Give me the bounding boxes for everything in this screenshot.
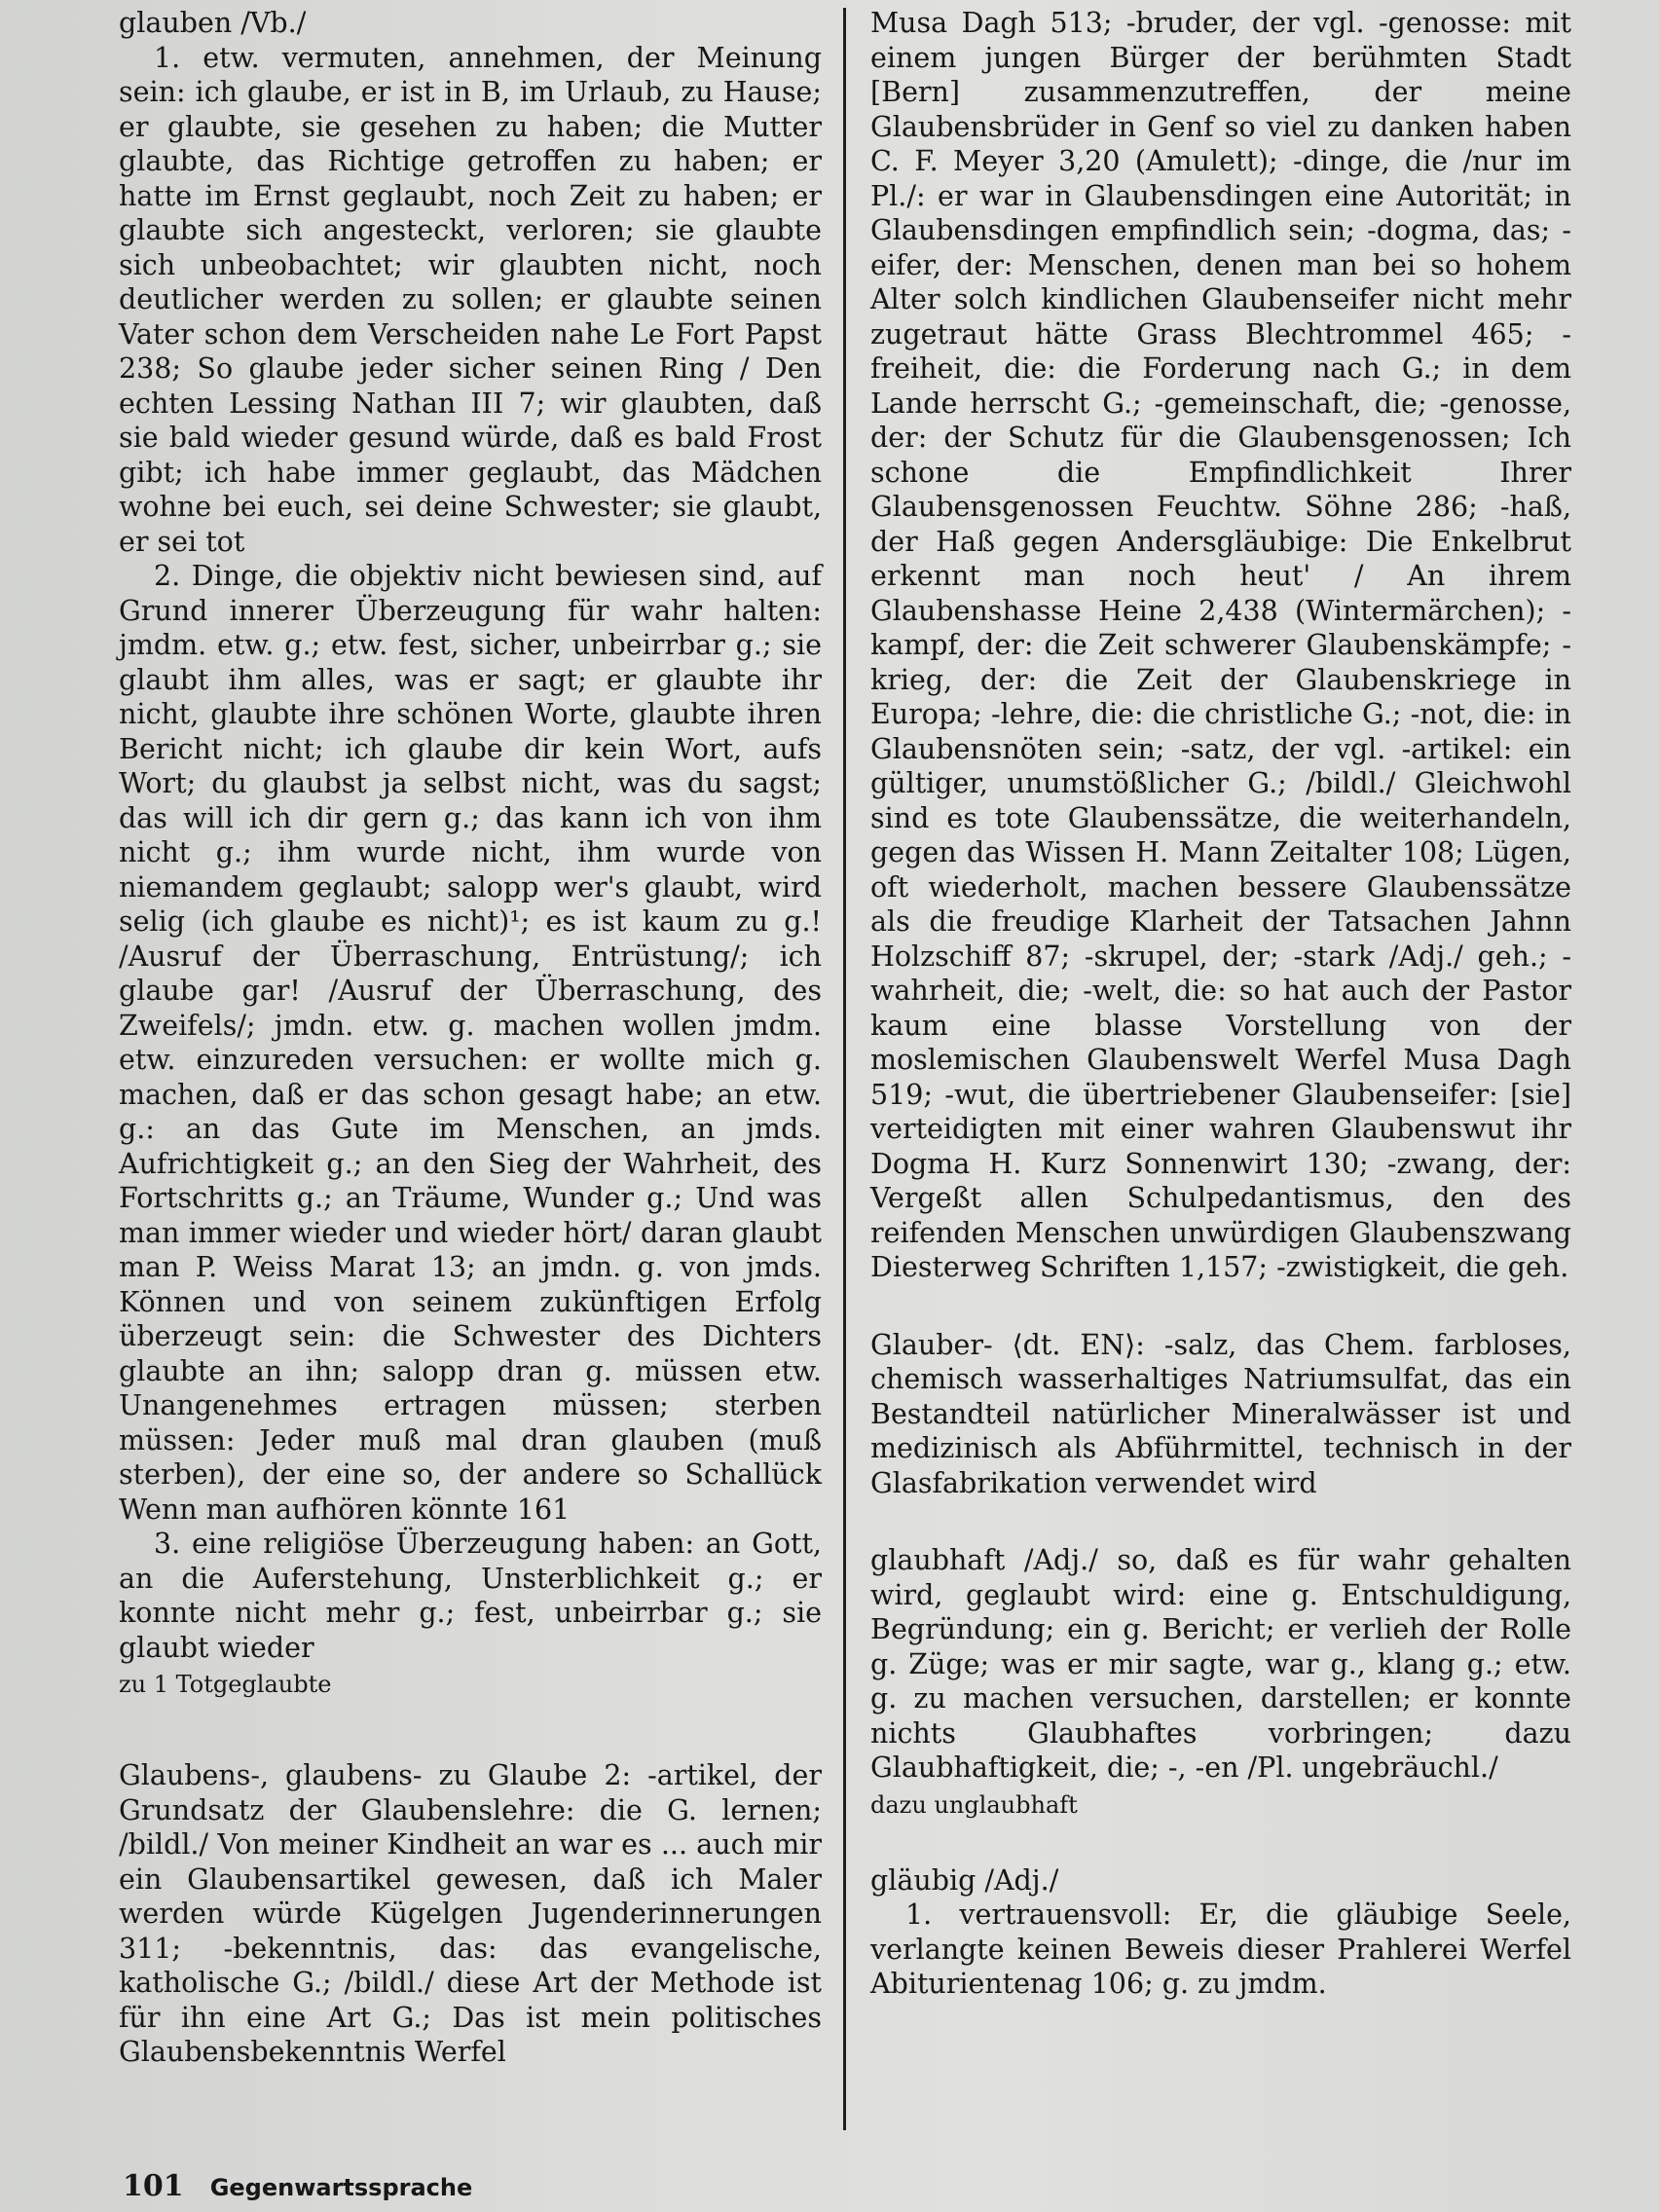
entry-glaeubig-sense-1: 1. vertrauensvoll: Er, die gläubige Seele, verlangte keinen Beweis dieser Prahlerei Werfel Abiturientenag 106; g. zu jmdm. [870,1899,1571,2000]
entry-glaubens-compounds-continued: Musa Dagh 513; -bruder, der vgl. -genosse: mit einem jungen Bürger der berühmten Stadt [Bern] zusammenzutreffen, der meine Glaubensbrüder in Genf so viel zu danken haben C. F. Meyer 3,20 (Amulett); -dinge, die /nur im Pl./: er war in Glaubensdingen eine Autorität; in Glaubensdingen empfindlich sein; -dogma, das; -eifer, der: Menschen, denen man bei so hohem Alter solch kindlichen Glaubenseifer nicht mehr zugetraut hätte Grass Blechtrommel 465; -freiheit, die: die Forderung nach G.; in dem Lande herrscht G.; -gemeinschaft, die; -genosse, der: der Schutz für die Glaubensgenossen; Ich schone die Empfindlichkeit Ihrer Glaubensgenossen Feuchtw. Söhne 286; -haß, der Haß gegen Andersgläubige: Die Enkelbrut erkennt man noch heut' / An ihrem Glaubenshasse Heine 2,438 (Wintermärchen); -kampf, der: die Zeit schwerer Glaubenskämpfe; -krieg, der: die Zeit der Glaubenskriege in Europa; -lehre, die: die christliche G.; -not, die: in Glaubensnöten sein; -satz, der vgl. -artikel: ein gültiger, unumstößlicher G.; /bildl./ Gleichwohl sind es tote Glaubenssätze, die weiterhandeln, gegen das Wissen H. Mann Zeitalter 108; Lügen, oft wiederholt, machen bessere Glaubenssätze als die freudige Klarheit der Tatsachen Jahnn Holzschiff 87; -skrupel, der; -stark /Adj./ geh.; -wahrheit, die; -welt, die: so hat auch der Pastor kaum eine blasse Vorstellung von der moslemischen Glaubenswelt Werfel Musa Dagh 519; -wut, die übertriebener Glaubenseifer: [sie] verteidigten mit einer wahren Glaubenswut ihr Dogma H. Kurz Sonnenwirt 130; -zwang, der: Vergeßt allen Schulpedantismus, den des reifenden Menschen unwürdigen Glaubenszwang Diesterweg Schriften 1,157; -zwistigkeit, die geh. [870,7,1571,1283]
entry-spacer [870,1821,1571,1863]
entry-glaeubig-headword: gläubig /Adj./ [870,1863,1059,1897]
entry-glaubens-compounds: Glaubens-, glaubens- zu Glaube 2: -artikel, der Grundsatz der Glaubenslehre: die G. lernen; /bildl./ Von meiner Kindheit an war es ... auch mir ein Glaubensartikel gewesen, daß ich Maler werden würde Kügelgen Jugenderinnerungen 311; -bekenntnis, das: das evangelische, katholische G.; /bildl./ diese Art der Methode ist für ihn eine Art G.; Das ist mein politisches Glaubensbekenntnis Werfel [119,1759,822,2068]
left-column [119,6,822,2070]
entry-glauber: Glauber- ⟨dt. EN⟩: -salz, das Chem. farbloses, chemisch wasserhaltiges Natriumsulfat, das ein Bestandteil natürlicher Mineralwässer ist und medizinisch als Abführmittel, technisch in der Glasfabrikation verwendet wird [870,1328,1571,1499]
entry-glauben-note: zu 1 Totgeglaubte [119,1671,332,1698]
entry-spacer [870,1500,1571,1543]
entry-glaubhaft-note: dazu unglaubhaft [870,1790,1078,1819]
page-number: 101 [123,2169,184,2203]
entry-glauben-sense-2: 2. Dinge, die objektiv nicht bewiesen sind, auf Grund innerer Überzeugung für wahr halten: jmdm. etw. g.; etw. fest, sicher, unbeirrbar g.; sie glaubt ihm alles, was er sagt; er glaubte ihr nicht, glaubte ihre schönen Worte, glaubte ihren Bericht nicht; ich glaube dir kein Wort, aufs Wort; du glaubst ja selbst nicht, was du sagst; das will ich dir gern g.; das kann ich von ihm nicht g.; ihm wurde nicht, ihm wurde von niemandem geglaubt; salopp wer's glaubt, wird selig (ich glaube es nicht)¹; es ist kaum zu g.! /Ausruf der Überraschung, Entrüstung/; ich glaube gar! /Ausruf der Überraschung, des Zweifels/; jmdn. etw. g. machen wollen jmdm. etw. einzureden versuchen: er wollte mich g. machen, daß er das schon gesagt habe; an etw. g.: an das Gute im Menschen, an jmds. Aufrichtigkeit g.; an den Sieg der Wahrheit, des Fortschritts g.; an Träume, Wunder g.; Und was man immer wieder und wieder hört/ daran glaubt man P. Weiss Marat 13; an jmdn. g. von jmds. Können und von seinem zukünftigen Erfolg überzeugt sein: die Schwester des Dichters glaubte an ihn; salopp dran g. müssen etw. Unangenehmes ertragen müssen; sterben müssen: Jeder muß mal dran glauben (muß sterben), der eine so, der andere so Schallück Wenn man aufhören könnte 161 [119,560,822,1526]
right-column [870,6,1571,2002]
entry-glaubhaft: glaubhaft /Adj./ so, daß es für wahr gehalten wird, geglaubt wird: eine g. Entschuldigung, Begründung; ein g. Bericht; er verlieh der Rolle g. Züge; was er mir sagte, war g., klang g.; etw. g. zu machen versuchen, darstellen; er konnte nichts Glaubhaftes vorbringen; dazu Glaubhaftigkeit, die; -, -en /Pl. ungebräuchl./ [870,1544,1571,1784]
entry-spacer [119,1700,822,1758]
entry-glauben-headword: glauben /Vb./ [119,7,307,39]
column-divider [843,8,846,2130]
entry-glauben-sense-3: 3. eine religiöse Überzeugung haben: an Gott, an die Auferstehung, Unsterblichkeit g.; er konnte nicht mehr g.; fest, unbeirrbar g.; sie glaubt wieder [119,1528,822,1664]
running-title: Gegenwartssprache [209,2174,473,2201]
entry-spacer [870,1285,1571,1328]
page-footer [123,2169,472,2203]
entry-glauben-sense-1: 1. etw. vermuten, annehmen, der Meinung sein: ich glaube, er ist in B, im Urlaub, zu Hause; er glaubte, sie gesehen zu haben; die Mutter glaubte, das Richtige getroffen zu haben; er hatte im Ernst geglaubt, noch Zeit zu haben; er glaubte sich angesteckt, verloren; sie glaubte sich unbeobachtet; wir glaubten nicht, noch deutlicher werden zu sollen; er glaubte seinen Vater schon dem Verscheiden nahe Le Fort Papst 238; So glaube jeder sicher seinen Ring / Den echten Lessing Nathan III 7; wir glaubten, daß sie bald wieder gesund würde, daß es bald Frost gibt; ich habe immer geglaubt, das Mädchen wohne bei euch, sei deine Schwester; sie glaubt, er sei tot [119,41,822,558]
